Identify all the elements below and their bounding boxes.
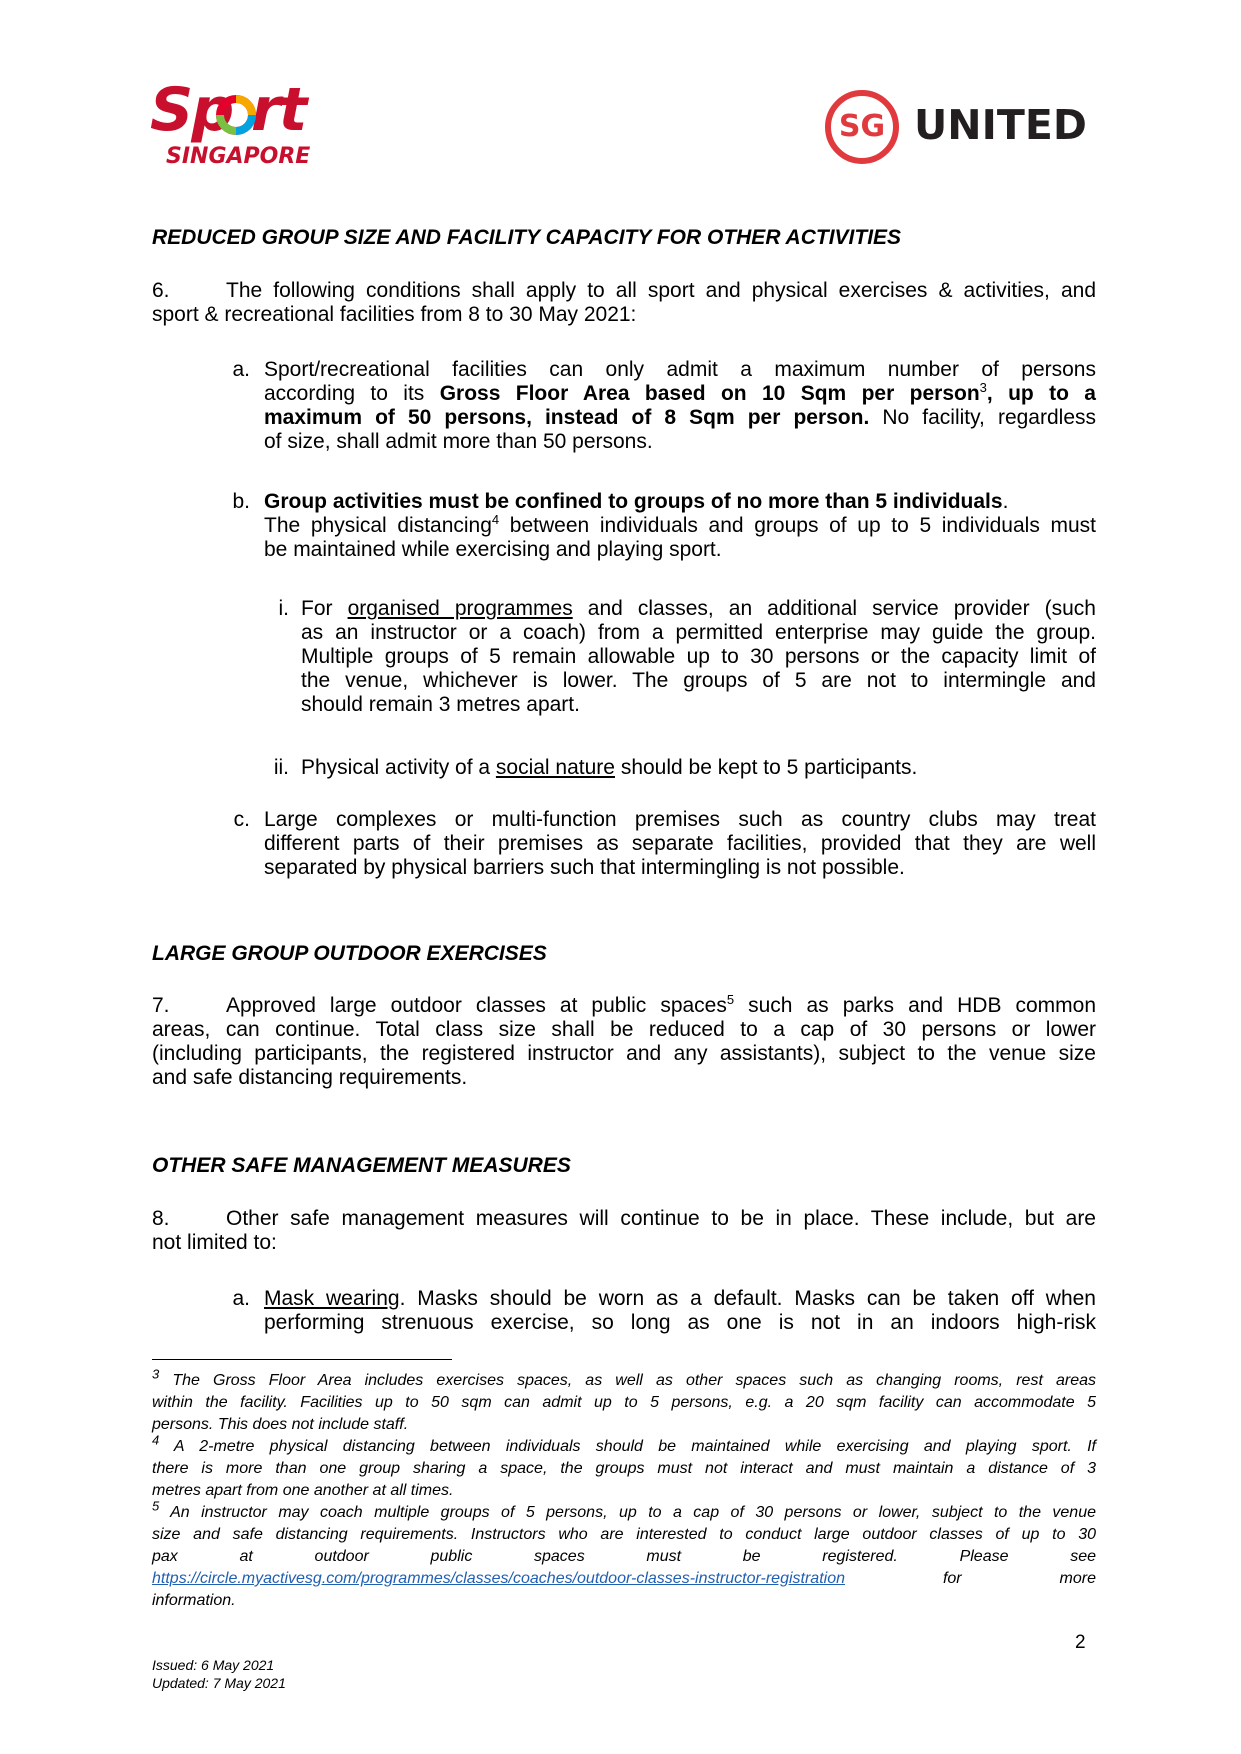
item-a-mask-wearing: a. Mask wearing. Masks should be worn as a default. Masks can be taken off when performing strenuous exercise, so long as one is not in an indoors high-risk — [264, 1287, 1096, 1335]
item-label: a. — [232, 358, 250, 381]
footnote-separator — [152, 1359, 452, 1360]
sport-singapore-logo — [150, 75, 350, 178]
item-label: b. — [232, 490, 250, 513]
item-ii-social-nature: ii. Physical activity of a social nature should be kept to 5 participants. — [301, 756, 1096, 780]
section-heading-large-group: LARGE GROUP OUTDOOR EXERCISES — [152, 942, 547, 965]
footer-issued: Issued: 6 May 2021 — [152, 1657, 275, 1673]
item-label: i. — [278, 597, 289, 620]
item-i-organised-programmes: i. For organised programmes and classes, an additional service provider (such as an instructor or a coach) from a permitted enterprise may guide the group. Multiple groups of 5 remain allowable up to 30 persons or the capacity limit of the venue, whichever is lower. The groups of 5 are not to intermingle and should remain 3 metres apart. — [301, 597, 1096, 717]
paragraph-number: 7. — [152, 994, 170, 1017]
registration-link[interactable]: https://circle.myactivesg.com/programmes/classes/coaches/outdoor-classes-instructor-registration — [152, 1570, 845, 1587]
footnote-4: $^4$ A 2-metre physical distancing between individuals should be maintained while exercising and playing sport. If there is more than one group sharing a space, the groups must not interact and must maintain a distance of 3 metres apart from one another at all times. — [152, 1432, 1096, 1499]
item-b-group-activities: b. Group activities must be confined to groups of no more than 5 individuals. The physical distancing$^4$ between individuals and groups of up to 5 individuals must be maintained while exercising and playing sport. — [264, 490, 1096, 562]
footnote-5: $^5$ An instructor may coach multiple groups of 5 persons, up to a cap of 30 persons or lower, subject to the venue size and safe distancing requirements. Instructors who are interested to conduct large outdoor classes of up to 30 pax at outdoor public spaces must be registered. Please see https://circle.myactivesg.com/programmes/classes/coaches/outdoor-classes-instructor-registration for more information. — [152, 1498, 1096, 1609]
paragraph-7: 7. Approved large outdoor classes at public spaces$^5$ such as parks and HDB common areas, can continue. Total class size shall be reduced to a cap of 30 persons or lower (including participants, the registered instructor and any assistants), subject to the venue size and safe distancing requirements. — [152, 992, 1096, 1089]
sg-badge-text: SG — [838, 109, 886, 144]
paragraph-8: 8. Other safe management measures will continue to be in place. These include, but are not limited to: — [152, 1207, 1096, 1254]
footer-updated: Updated: 7 May 2021 — [152, 1675, 286, 1691]
item-label: c. — [233, 808, 250, 831]
sg-united-word: UNITED — [914, 101, 1087, 149]
sport-logo-word: Sp rt — [150, 75, 306, 145]
paragraph-6: 6. The following conditions shall apply to all sport and physical exercises & activities, and sport & recreational facilities from 8 to 30 May 2021: — [152, 279, 1096, 326]
paragraph-number: 6. — [152, 279, 170, 302]
paragraph-number: 8. — [152, 1207, 170, 1230]
page-number: 2 — [1075, 1632, 1086, 1653]
footnote-3: $^3$ The Gross Floor Area includes exercises spaces, as well as other spaces such as changing rooms, rest areas within the facility. Facilities up to 50 sqm can admit up to 5 persons, e.g. a 20 sqm facility can accommodate 5 persons. This does not include staff. — [152, 1366, 1096, 1433]
section-heading-other-measures: OTHER SAFE MANAGEMENT MEASURES — [152, 1154, 571, 1177]
section-heading-reduced: REDUCED GROUP SIZE AND FACILITY CAPACITY FOR OTHER ACTIVITIES — [152, 226, 902, 249]
sport-logo-ring-icon — [213, 92, 259, 138]
sg-united-logo — [822, 87, 1094, 167]
item-label: a. — [232, 1287, 250, 1310]
sport-logo-subtitle: SINGAPORE — [166, 144, 311, 169]
item-c-large-complexes: c. Large complexes or multi-function premises such as country clubs may treat different parts of their premises as separate facilities, provided that they are well separated by physical barriers such that intermingling is not possible. — [264, 808, 1096, 880]
item-a-facilities: a. Sport/recreational facilities can only admit a maximum number of persons according to its Gross Floor Area based on 10 Sqm per person$^3$, up to a maximum of 50 persons, instead of 8 Sqm per person. No facility, regardless of size, shall admit more than 50 persons. — [264, 358, 1096, 454]
item-label: ii. — [273, 756, 289, 779]
